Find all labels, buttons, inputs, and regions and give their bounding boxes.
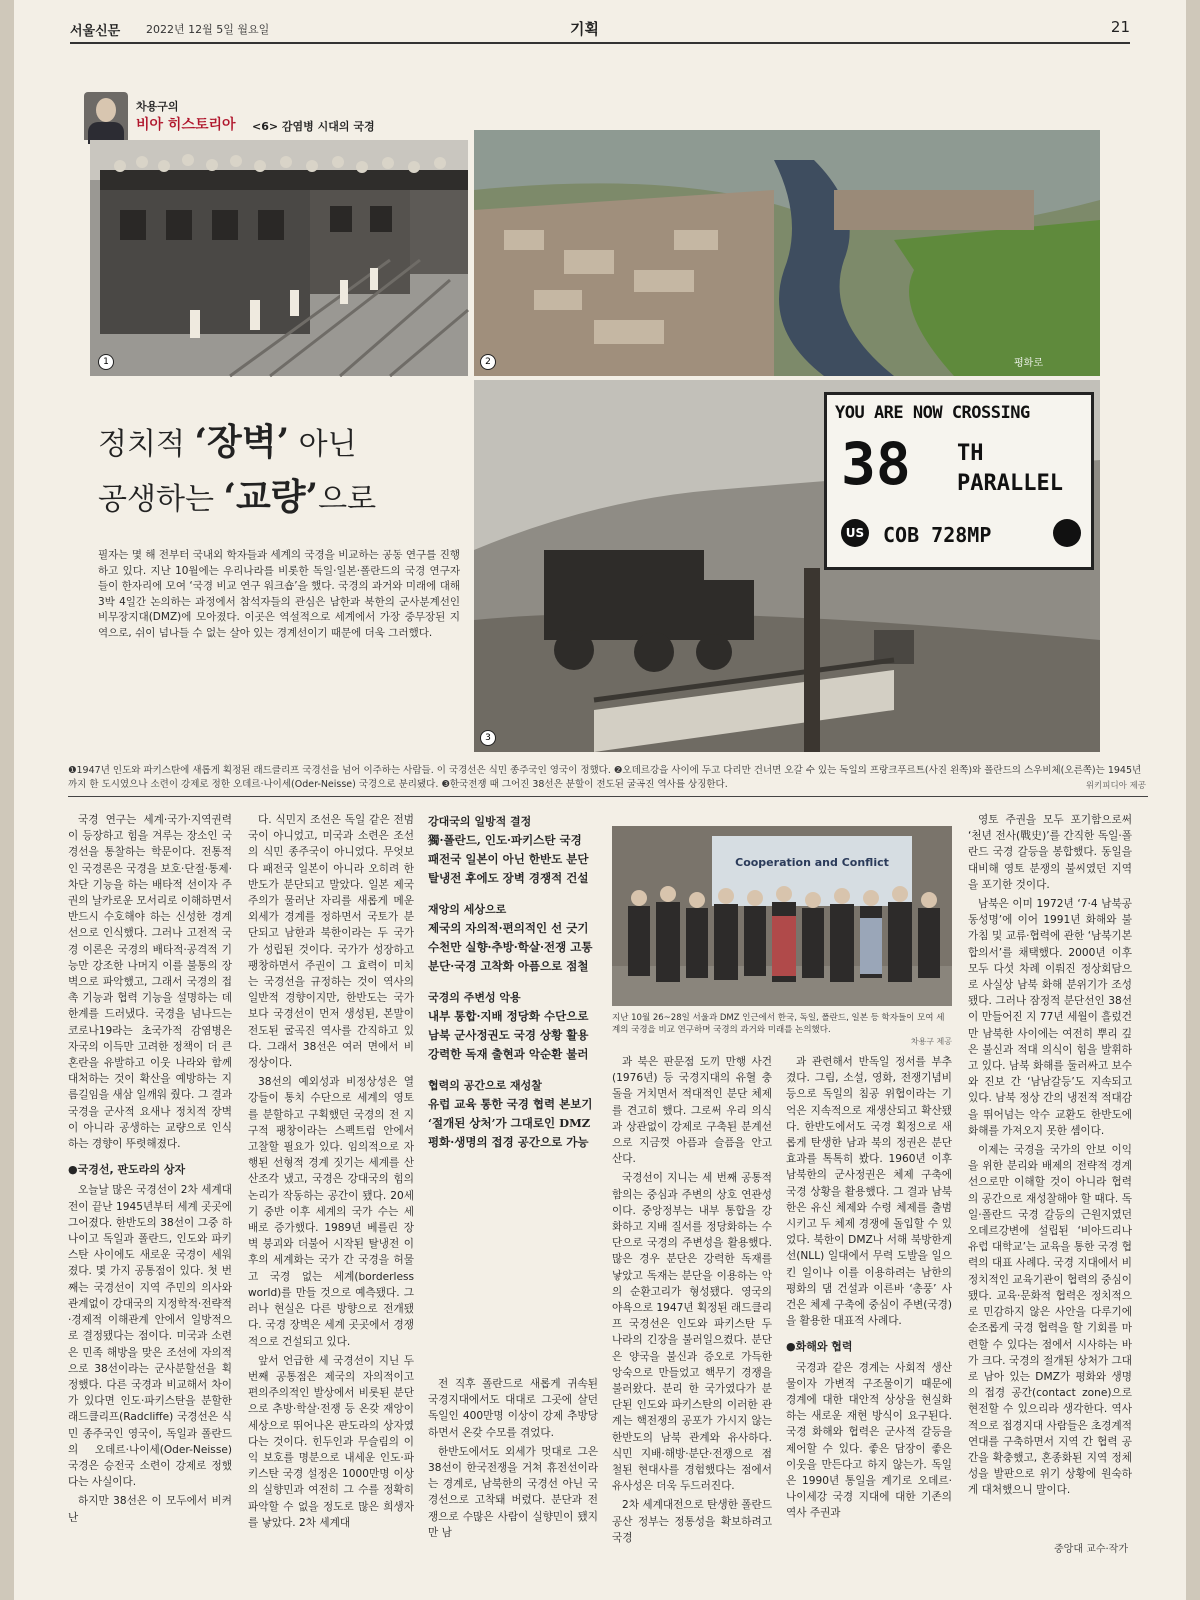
body-paragraph: 앞서 언급한 세 국경선이 지닌 두 번째 공통점은 제국의 자의적이고 편의주의적인 발상에서 비롯된 분단으로 추방·학살·전쟁 등 온갖 재앙이 세상으로 뛰어나온 판도라의 상자였다는 것이다. 힌두인과 무슬림의 이익 보호를 명분으로 내세운 인도·파키스탄 국경 설정은 1000만명 이상의 실향민과 여전히 그 수를 정확히 파악할 수 없을 정도로 많은 희생자를 낳았다. 2차 세계대 (248, 1354, 414, 1529)
workshop-banner: Cooperation and Conflict (735, 856, 889, 869)
summary-line: 강력한 독재 출현과 악순환 불러 (428, 1047, 589, 1061)
sign-post (804, 568, 820, 752)
series-title: 비아 히스토리아 (136, 117, 236, 133)
body-paragraph: 국경과 같은 경계는 사회적 생산물이자 가변적 구조물이기 때문에 경계에 대한 대안적 상상을 현실화하는 새로운 재현 방식이 요구된다. 국경 화해와 협력은 군사적 갈등을 제어할 수 있다. 좋은 담장이 좋은 이웃을 만든다고 하지 않는가. 독일은 1990년 통일을 계기로 오데르·나이세강 국경 지대에 대한 기존의 역사 주권과 (786, 1361, 952, 1520)
photo-number: 3 (480, 730, 496, 746)
issue-date: 2022년 12월 5일 월요일 (146, 23, 270, 36)
paper-name: 서울신문 (70, 24, 121, 39)
photo-number: 2 (480, 354, 496, 370)
photo-caption (68, 764, 1148, 792)
workshop-caption-text: 지난 10월 26~28일 서울과 DMZ 인근에서 한국, 독일, 폴란드, 일본 등 학자들이 모여 세계의 국경을 비교 연구하며 국경의 과거와 미래를 논의했다. (612, 1013, 945, 1035)
body-paragraph: 전 직후 폴란드로 새롭게 귀속된 국경지대에서도 대대로 그곳에 살던 독일인 400만명 이상이 강제 추방당하면서 온갖 수모를 겪었다. (428, 1378, 598, 1439)
body-paragraph: 과 북은 판문점 도끼 만행 사건(1976년) 등 국경지대의 유혈 충돌을 거치면서 적대적인 분단 체제를 견고히 했다. 그로써 우리 의식과 상관없이 강제로 구축된 분계선으로 지금껏 아픔과 슬픔을 안고 산다. (612, 1056, 772, 1166)
body-column-2 (248, 812, 414, 1529)
series-header (84, 92, 484, 142)
summary-line: 분단·국경 고착화 아픔으로 점철 (428, 959, 589, 973)
subheading: ●국경선, 판도라의 상자 (68, 1163, 186, 1177)
us-badge: US (841, 519, 869, 547)
lede-paragraph: 필자는 몇 해 전부터 국내외 학자들과 세계의 국경을 비교하는 공동 연구를 진행하고 있다. 지난 10월에는 우리나라를 비롯한 독일·일본·폴란드의 국경 연구자들이 한자리에 모여 ‘국경 비교 연구 워크숍’을 했다. 국경의 과거와 미래에 대해 3박 4일간 논의하는 과정에서 참석자들의 관심은 남한과 북한의 군사분계선인 비무장지대(DMZ)에 모아졌다. 이곳은 역설적으로 세계에서 가장 중무장된 지역으로, 쉬이 넘나들 수 없는 살아 있는 경계선이기 때문에 더욱 그러했다. (98, 549, 460, 639)
series-episode: <6> 감염병 시대의 국경 (252, 120, 375, 133)
body-paragraph: 38선의 예외성과 비정상성은 열강들이 통치 수단으로 세계의 영토를 분할하고 구획했던 국경의 전 지구적 팽창이라는 스펙트럼 안에서 고찰할 필요가 있다. 임의적으로 자행된 선형적 경계 짓기는 세계를 산산조각 냈고, 국경은 강대국의 힘의 논리가 작동하는 공간이 됐다. 20세기 중반 이후 세계의 국가 수는 세 배로 증가했다. 1989년 베를린 장벽 붕괴와 더불어 시작된 탈냉전 이후의 세계화는 국가 간 국경을 허물고 국경 없는 세계(borderless world)를 만들 것으로 예측됐다. 그러나 현실은 다른 방향으로 전개됐다. 국경 장벽은 세계 곳곳에서 경쟁적으로 건설되고 있다. (248, 1076, 414, 1348)
workshop-caption (612, 1012, 952, 1048)
body-column-6 (968, 812, 1132, 1524)
body-paragraph: 한반도에서도 외세가 멋대로 그은 38선이 한국전쟁을 거쳐 휴전선이라는 경계로, 남북한의 국경선 아닌 국경선으로 고착돼 버렸다. 분단과 전쟁으로 수많은 사람이 실향민이 됐지만 남 (428, 1445, 598, 1539)
photo-watermark: 평화로 (1014, 358, 1043, 369)
body-paragraph: 하지만 38선은 이 모두에서 비켜난 (68, 1495, 232, 1524)
mp-insignia-icon (1053, 519, 1081, 547)
summary-line: 유럽 교육 통한 국경 협력 본보기 (428, 1097, 593, 1111)
body-column-3 (428, 1376, 598, 1539)
headline-keyword: ‘교량’ (223, 476, 319, 518)
headline-text: 으로 (318, 482, 377, 517)
sign-line1: YOU ARE NOW CROSSING (835, 403, 1030, 423)
aerial-illustration (474, 130, 1100, 376)
group-photo-illustration (612, 826, 952, 1006)
body-column-5 (786, 1054, 952, 1524)
subheading: ●화해와 협력 (786, 1340, 853, 1354)
caption-text: ❶1947년 인도와 파키스탄에 새롭게 획정된 래드클리프 국경선을 넘어 이주하는 사람들. 이 국경선은 식민 종주국인 영국이 정했다. ❷오데르강을 사이에 두고 다리만 건너면 오갈 수 있는 독일의 프랑크푸르트(사진 왼쪽)와 폴란드의 스우비체(오른쪽)는 1945년까지 한 도시였으나 소련이 강제로 정한 오데르·나이세(Oder-Neisse) 국경으로 분리됐다. ❸한국전쟁 때 그어진 38선은 분할이 전도된 굴곡진 역사를 상징한다. (68, 765, 1142, 790)
series-author: 차용구의 (136, 100, 179, 113)
body-column-4 (612, 1054, 772, 1544)
headline-text: 공생하는 (98, 482, 224, 517)
headline-text: 아닌 (289, 427, 357, 462)
summary-line: ‘절개된 상처’가 그대로인 DMZ (428, 1116, 591, 1130)
section-rule (68, 796, 1148, 797)
masthead-rule (70, 42, 1130, 44)
body-paragraph: 오늘날 많은 국경선이 2차 세계대전이 끝난 1945년부터 세계 곳곳에 그어졌다. 한반도의 38선이 그중 하나이고 독일과 폴란드, 인도와 파키스탄 사이에도 새로운 국경이 세워졌다. 몇 가지 공통점이 있다. 첫 번째는 국경선이 지역 주민의 의사와 관계없이 강대국의 지정학적·전략적·경제적 이해관계 안에서 일방적으로 결정됐다는 점이다. 미국과 소련은 민족 해방을 맞은 조선에 자의적으로 38선이라는 군사분할선을 획정했다. 다른 국경과 비교해서 차이가 있다면 인도·파키스탄을 분할한 래드클리프(Radcliffe) 국경선은 식민 종주국인 영국이, 독일과 폴란드의 오데르·나이세(Oder-Neisse) 국경은 승전국 소련이 강제로 정했다는 사실이다. (68, 1184, 232, 1489)
summary-heading: 강대국의 일방적 결정 (428, 815, 532, 828)
headline-text: 정치적 (98, 427, 195, 462)
summary-line: 獨·폴란드, 인도·파키스탄 국경 (428, 833, 582, 847)
photo-migrant-train (90, 140, 468, 376)
caption-credit: 위키피디아 제공 (1085, 781, 1146, 791)
body-paragraph: 남북은 이미 1972년 ‘7·4 남북공동성명’에 이어 1991년 화해와 불가침 및 교류·협력에 관한 ‘남북기본합의서’를 채택했다. 2000년 이후 모두 다섯 차례 이뤄진 정상회담으로 사실상 남북 화해 분위기가 조성됐다. 그러나 잠정적 분단선인 38선이 만들어진 지 77년 세월이 흘렀건만 남북한 사이에는 여전히 뿌리 깊은 불신과 적대 의식이 힘을 발휘하고 있다. 남북 화해를 둘러싸고 보수와 진보 간 ‘남남갈등’도 지속되고 있다. 남북 정상 간의 냉전적 적대감을 뛰어넘는 악수 교환도 한반도에 화해를 가져오지 못한 셈이다. (968, 898, 1132, 1137)
summary-line: 제국의 자의적·편의적인 선 긋기 (428, 921, 589, 935)
newspaper-page (14, 0, 1186, 1600)
sign-number: 38 (841, 430, 911, 498)
summary-line: 패전국 일본이 아닌 한반도 분단 (428, 852, 589, 866)
summary-heading: 재앙의 세상으로 (428, 903, 507, 916)
body-paragraph: 이제는 국경을 국가의 안보 이익을 위한 분리와 배제의 전략적 경계선으로만 이해할 것이 아니라 협력의 공간으로 재성찰해야 할 때다. 독일·폴란드 국경 갈등의 근원지였던 오데르강변에 설립된 ‘비아드리나 유럽 대학교’는 교육을 통한 국경 협력의 대표 사례다. 국경 지대에서 비정치적인 교육기관이 협력의 중심이 됐다. 교육·문화적 협력은 정치적으로 민감하지 않은 사안을 다루기에 순조롭게 국경 협력을 할 기회를 마련할 수 있다는 점에서 시사하는 바가 크다. 국경의 절개된 상처가 그대로 남아 있는 DMZ가 평화와 생명의 접경 공간(contact zone)으로 현전할 수 있으리라 생각한다. 역사적으로 접경지대 사람들은 초경계적 연대를 구축하면서 지역 간 협력 공간을 확충했고, 혼종화된 지역 정체성을 발판으로 위기 상황에 원숙하게 대처했으니 말이다. (968, 1144, 1132, 1497)
body-paragraph: 영토 주권을 모두 포기함으로써 ‘천년 전사(戰史)’를 간직한 독일·폴란드 국경 갈등을 봉합했다. 동일을 대비해 영토 분쟁의 불씨였던 지역을 포기한 것이다. (968, 814, 1132, 891)
headline-line1 (98, 416, 458, 471)
summary-line: 평화·생명의 접경 공간으로 가능 (428, 1135, 589, 1149)
body-paragraph: 과 관련해서 반독일 정서를 부추겼다. 그림, 소설, 영화, 전쟁기념비 등으로 독일의 침공 위협이라는 기억은 지속적으로 재생산되고 확산됐다. 한반도에서도 국경 획정으로 새롭게 탄생한 남과 북의 정권은 분단 효과를 톡톡히 봤다. 1960년 이후 남북한의 군사정권은 체제 구축에 국경 상황을 활용했다. 그 결과 남북한은 유신 체제와 수령 체제를 출범시키고 두 체제 경쟁에 돌입할 수 있었다. 북한이 DMZ나 서해 북방한계선(NLL) 일대에서 무력 도발을 일으킨 일이나 이를 이용하려는 남한의 평화의 댐 건설과 이른바 ‘총풍’ 사건은 체제 구축에 중심이 주변(국경)을 활용한 대표적 사례다. (786, 1056, 952, 1328)
summary-box (428, 812, 598, 1152)
workshop-caption-credit: 차용구 제공 (910, 1037, 952, 1046)
page-number: 21 (1110, 18, 1130, 36)
headline-line2 (98, 471, 458, 526)
body-paragraph: 국경선이 지니는 세 번째 공통적 함의는 중심과 주변의 상호 연관성이다. 중앙정부는 내부 통합을 강화하고 지배 질서를 정당화하는 수단으로 국경의 주변성을 활용했다. 많은 경우 분단은 강력한 독재를 낳았고 독재는 분단을 이용하는 악의 순환고리가 형성됐다. 영국의 야욕으로 1947년 획정된 래드클리프 국경선은 인도와 파키스탄 두 나라의 긴장을 불러일으켰다. 분단은 양국을 불신과 증오로 가득한 앙숙으로 만들었고 핵무기 경쟁을 불러왔다. 분리 한 국가였다가 분단된 인도와 파키스탄의 이러한 관계는 핵전쟁의 공포가 가시지 않는 한반도의 남북 관계와 유사하다. 식민 지배·해방·분단·전쟁으로 점철된 현대사를 경험했다는 점에서 유사성은 더욱 두드러진다. (612, 1172, 772, 1493)
train-illustration (90, 140, 468, 376)
summary-line: 내부 통합·지배 정당화 수단으로 (428, 1009, 589, 1023)
masthead (70, 18, 1130, 40)
summary-heading: 협력의 공간으로 재성찰 (428, 1079, 542, 1092)
photo-workshop-group (612, 826, 952, 1006)
headline-keyword: ‘장벽’ (194, 421, 290, 463)
photo-number: 1 (98, 354, 114, 370)
summary-line: 남북 군사정권도 국경 상황 활용 (428, 1028, 589, 1042)
section-name: 기획 (570, 20, 599, 38)
body-paragraph: 다. 식민지 조선은 독일 같은 전범국이 아니었고, 미국과 소련은 조선의 식민 종주국이 아니었다. 무엇보다 패전국 일본이 아니라 오히려 한반도가 분단되고 말았다. 일본 제국주의가 물러난 자리를 새롭게 메운 외세가 경계를 정하면서 국토가 분단되고 남한과 북한이라는 두 국가가 성립된 것이다. 국가가 성장하고 팽창하면서 주권이 그 효력이 미치는 국경선을 규정하는 것이 역사의 일반적 경향이지만, 한반도는 국가보다 국경선이 먼저 생성된, 본말이 전도된 굴곡진 역사를 간직하고 있다. 그래서 38선은 여러 면에서 비정상이다. (248, 814, 414, 1070)
body-column-1 (68, 812, 232, 1524)
summary-line: 수천만 실향·추방·학살·전쟁 고통 (428, 940, 593, 954)
body-paragraph: 2차 세계대전으로 탄생한 폴란드 공산 정부는 정통성을 확보하려고 국경 (612, 1499, 772, 1544)
body-paragraph: 국경 연구는 세계·국가·지역권력이 등장하고 힘을 겨루는 장소인 국경선을 통찰하는 학문이다. 전통적인 국경론은 국경을 보호·단절·통제·차단 기능을 하는 배타적 선이자 주권의 날카로운 모서리로 이해하면서 반드시 수호해야 하는 신성한 경계선으로 인식했다. 그러나 고전적 국경 이론은 국경의 배타적·공격적 기능만 강조한 나머지 이를 불통의 장벽으로 파악했고, 그래서 국경의 접촉 기능과 협력 기능을 설명하는 데 한계를 드러냈다. 국경을 넘나드는 코로나19라는 초국가적 감염병은 자국의 이득만 고려한 정책이 더 큰 혼란을 유발하고 이웃 나라와 함께 대처하는 것이 확산을 예방하는 지름길임을 새삼 일깨워 줬다. 그 결과 국경을 군사적 요새나 정치적 장벽이 아니라 공생하는 교량으로 인식하는 경향이 뚜렷해졌다. (68, 814, 232, 1151)
sign-code: COB 728MP (883, 523, 992, 547)
author-byline: 중앙대 교수·작가 (1054, 1544, 1128, 1555)
photo-aerial-oder-river (474, 130, 1100, 376)
photo-38th-parallel-sign (474, 380, 1100, 752)
parallel-sign (824, 392, 1094, 570)
author-portrait (84, 92, 128, 140)
summary-heading: 국경의 주변성 악용 (428, 991, 521, 1004)
sign-word: PARALLEL (957, 471, 1063, 496)
summary-line: 탈냉전 후에도 장벽 경쟁적 건설 (428, 871, 589, 885)
headline (98, 416, 458, 526)
sign-suffix: TH (957, 441, 984, 466)
